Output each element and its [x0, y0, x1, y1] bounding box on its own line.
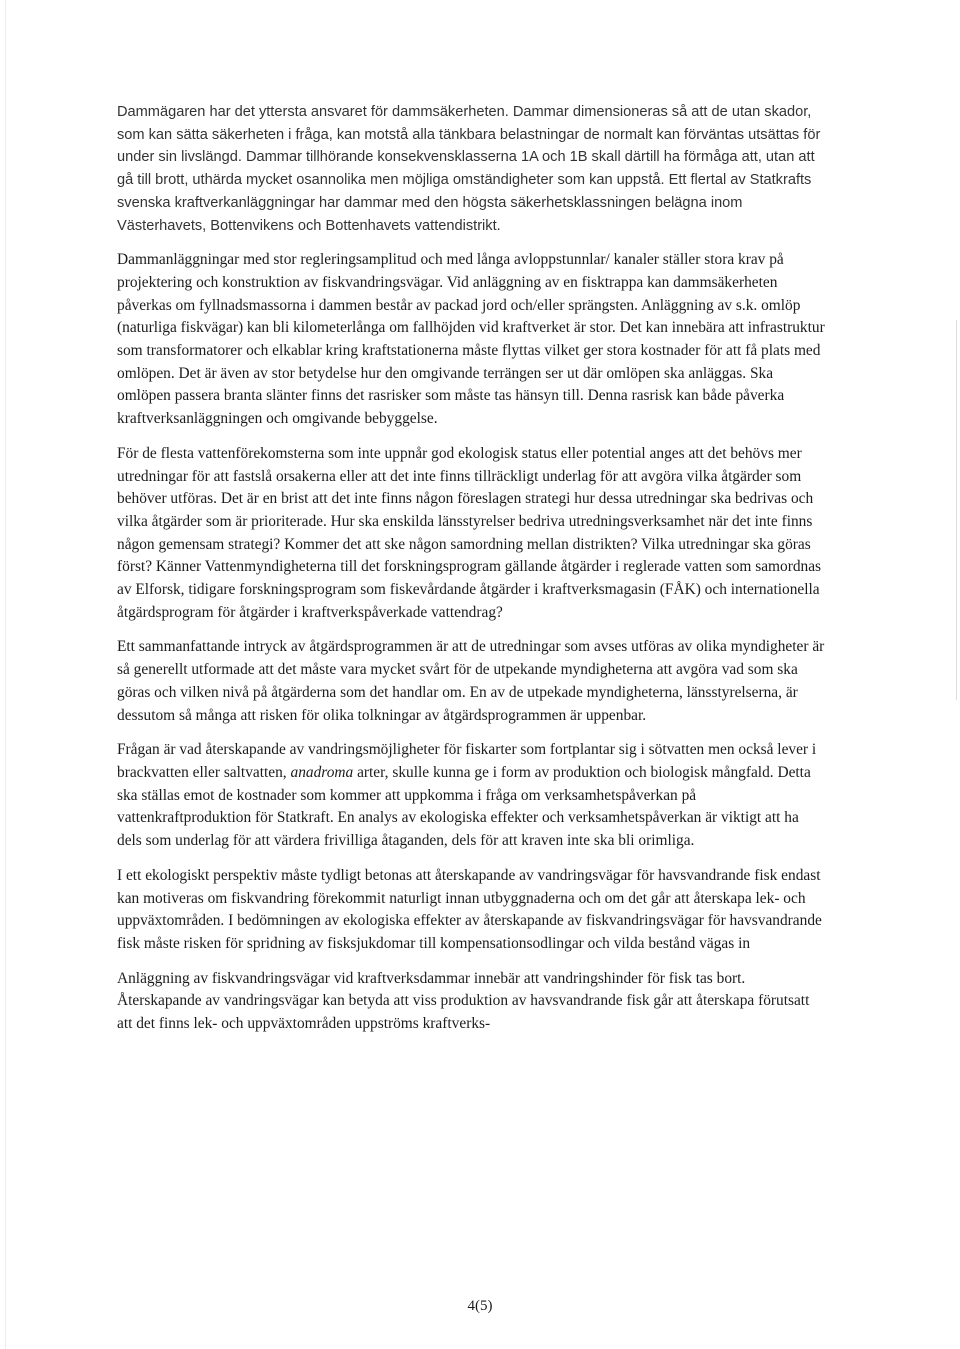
- paragraph-text: arter, skulle kunna ge i form av produktion och biologisk mångfald. Detta ska ställas emot de kostnader som kommer att uppkomma i fråga om verksamhetspåverkan på vattenkraftproduktion för Statkraft. En analys av ekologiska effekter och verksamhetspåverkan är viktigt att ha dels som underlag för att värdera frivilliga åtaganden, dels för att kraven inte ska bli orimliga.: [117, 763, 811, 850]
- page-number: 4(5): [467, 1298, 493, 1314]
- paragraph-4: [117, 636, 827, 727]
- paragraph-2: [117, 249, 827, 431]
- paragraph-6: [117, 865, 827, 956]
- paragraph-3: [117, 443, 827, 625]
- scan-edge-right: [956, 320, 957, 700]
- scan-edge-left: [5, 0, 6, 1349]
- paragraph-7: [117, 968, 827, 1036]
- paragraph-text: Frågan är vad återskapande av vandringsmöjligheter för fiskarter som fortplantar sig i sötvatten men också lever i brackvatten eller saltvatten,: [117, 741, 817, 781]
- document-body: [117, 101, 827, 1048]
- paragraph-text: Ett sammanfattande intryck av åtgärdsprogrammen är att de utredningar som avses utföras av olika myndigheter är så generellt utformade att det måste vara mycket svårt för de utpekande myndigheterna att avgöra vad som ska göras och vilken nivå på åtgärderna som det handlar om. En av de utpekade myndigheterna, länsstyrelserna, är dessutom så många att risken för olika tolkningar av åtgärdsprogrammen är uppenbar.: [117, 638, 825, 724]
- paragraph-text: Dammanläggningar med stor regleringsamplitud och med långa avloppstunnlar/ kanaler ställer stora krav på projektering och konstruktion av fiskvandringsvägar. Vid anläggning av en fisktrappa kan dammsäkerheten påverkas om fyllnadsmassorna i dammen består av packad jord och/eller sprängsten. Anläggning av s.k. omlöp (naturliga fiskvägar) kan bli kilometerlånga om fallhöjden vid kraftverket är stor. Det kan innebära att infrastruktur som transformatorer och elkablar kring kraftstationerna måste flyttas vilket ger stora kostnader för att få plats med omlöpen. Det är även av stor betydelse hur den omgivande terrängen ser ut där omlöpen ska anläggas. Ska omlöpen passera branta slänter finns det rasrisker som måste tas hänsyn till. Denna rasrisk kan både påverka kraftverksanläggningen och omgivande bebyggelse.: [117, 251, 825, 428]
- paragraph-text: Anläggning av fiskvandringsvägar vid kraftverksdammar innebär att vandringshinder för fisk tas bort. Återskapande av vandringsvägar kan betyda att viss produktion av havsvandrande fisk går att återskapa förutsatt att det finns lek- och uppväxtområden uppströms kraftverks-: [117, 969, 810, 1033]
- paragraph-text: För de flesta vattenförekomsterna som inte uppnår god ekologisk status eller potential anges att det behövs mer utredningar för att fastslå orsakerna eller att det inte finns tillräckligt underlag för att avgöra vilka åtgärder som behöver utföras. Det är en brist att det inte finns någon föreslagen strategi hur dessa utredningar ska bedrivas och vilka åtgärder som är prioriterade. Hur ska enskilda länsstyrelser bedriva utredningsverksamhet när det inte finns någon gemensam strategi? Kommer det att ske någon samordning mellan distrikten? Vilka utredningar ska göras först? Känner Vattenmyndigheterna till det forskningsprogram gällande åtgärder i reglerade vatten som samordnas av Elforsk, tidigare forskningsprogram som fiskevårdande åtgärder i kraftverksmagasin (FÅK) och internationella åtgärdsprogram för åtgärder i kraftverkspåverkade vattendrag?: [117, 444, 822, 621]
- italic-term: anadroma: [290, 763, 354, 781]
- paragraph-5: [117, 739, 827, 853]
- paragraph-1: [117, 101, 827, 237]
- paragraph-text: I ett ekologiskt perspektiv måste tydligt betonas att återskapande av vandringsvägar för havsvandrande fisk endast kan motiveras om fiskvandring förekommit naturligt innan utbyggnaderna och om det går att återskapa lek- och uppväxtområden. I bedömningen av ekologiska effekter av återskapande av fiskvandringsvägar för havsvandrande fisk måste risken för spridning av fisksjukdomar till kompensationsodlingar och vilda bestånd vägas in: [117, 866, 822, 952]
- paragraph-text: Dammägaren har det yttersta ansvaret för dammsäkerheten. Dammar dimensioneras så att de utan skador, som kan sätta säkerheten i fråga, kan motstå alla tänkbara belastningar de normalt kan förväntas utsättas för under sin livslängd. Dammar tillhörande konsekvensklasserna 1A och 1B skall därtill ha förmåga att, utan att gå till brott, uthärda mycket osannolika men möjliga omständigheter som kan uppstå. Ett flertal av Statkrafts svenska kraftverkanläggningar har dammar med den högsta säkerhetsklassningen belägna inom Västerhavets, Bottenvikens och Bottenhavets vattendistrikt.: [117, 104, 821, 234]
